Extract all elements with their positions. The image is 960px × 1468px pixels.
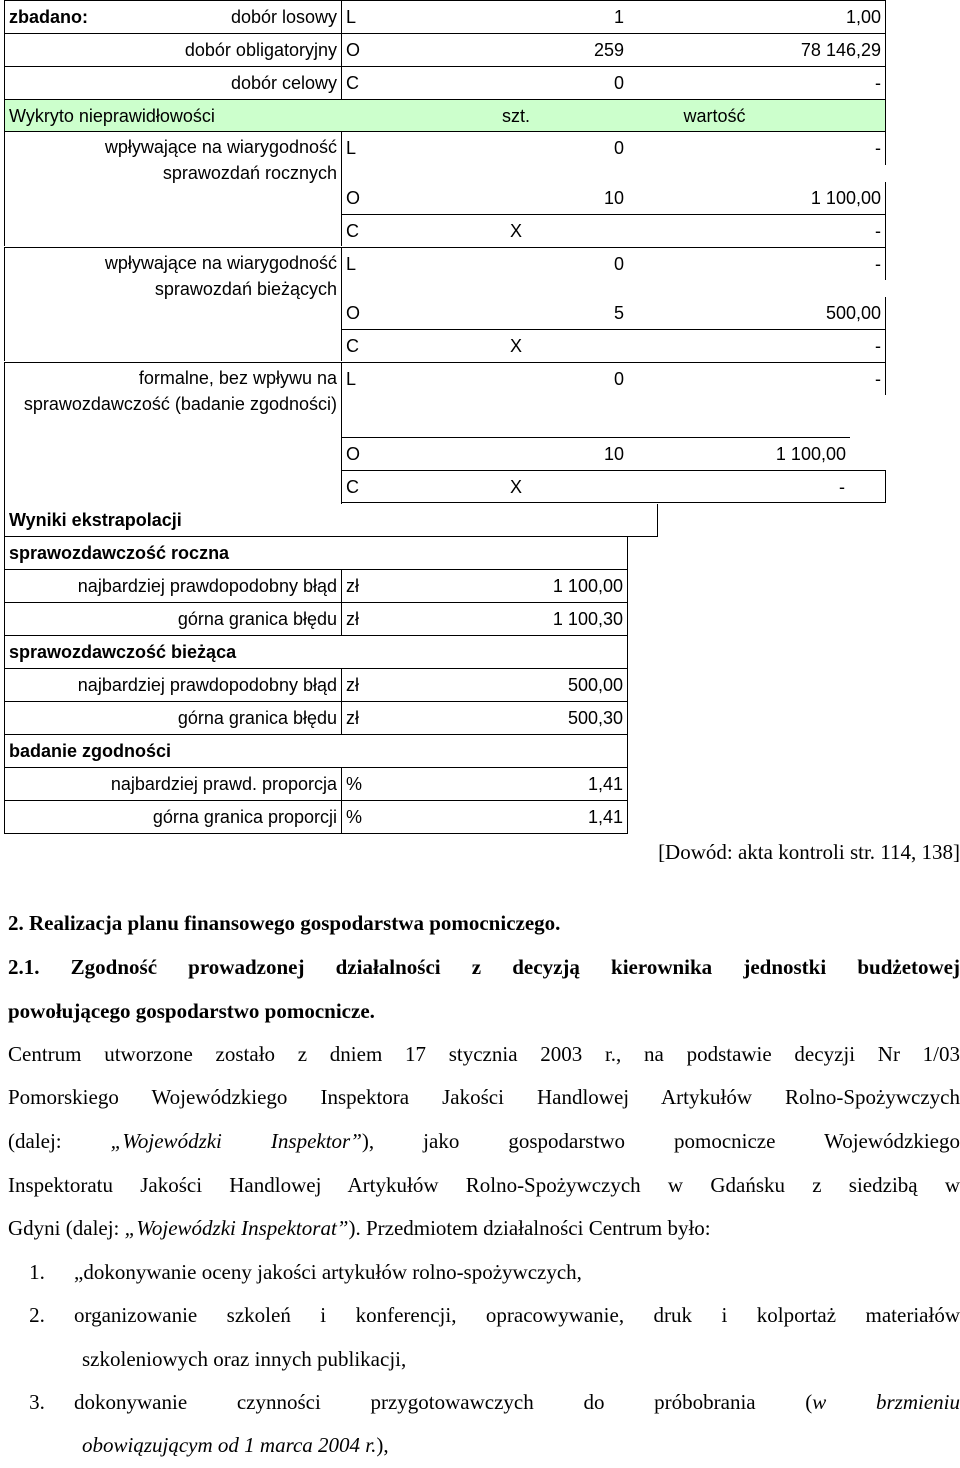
found-row [342,362,886,395]
value-cell: - [628,329,886,362]
count-cell: 0 [502,362,628,395]
paragraph-text: ). Przedmiotem działalności Centrum było: [348,1216,711,1240]
x-cell: X [502,470,628,503]
value-cell: - [628,132,886,165]
extrapolation-section [4,735,628,768]
extrap-unit: % [342,801,502,834]
extrap-unit: % [342,768,502,801]
subsection-heading-line1: 2.1. Zgodność prowadzonej działalności z decyzją kierownika jednostki budżetowej [8,955,960,979]
list-item [8,1294,960,1338]
value-cell: 1 100,00 [628,182,886,215]
extrapolation-title: Wyniki ekstrapolacji [4,504,658,537]
count-cell: 0 [613,138,624,158]
extrap-unit: zł [342,570,502,603]
extrap-label: górna granica błędu [4,603,342,636]
list-text: „dokonywanie oceny jakości artykułów rolno-spożywczych, [74,1260,582,1284]
found-group [4,132,342,246]
list-text-italic: w brzmieniu [812,1390,960,1414]
sample-code: C [342,66,502,99]
sample-value: 1,00 [628,0,886,33]
extrap-label: górna granica błędu [4,702,342,735]
found-row [342,437,850,470]
list-item-continuation [82,1424,960,1468]
extrapolation-header [4,504,658,537]
extrap-value: 1,41 [502,768,628,801]
extrapolation-row [4,669,628,702]
paragraph-text: Gdyni (dalej: [8,1216,125,1240]
extrapolation-row [4,801,628,834]
code-cell: C [342,470,502,503]
list-item [8,1251,960,1295]
sample-count: 259 [502,33,628,66]
extrap-value: 500,30 [502,702,628,735]
extrapolation-section [4,537,628,570]
paragraph-text: ), jako gospodarstwo pomocnicze Wojewódzkiego [361,1129,960,1153]
extrap-value: 1 100,30 [502,603,628,636]
sample-heading: zbadano: [4,0,74,33]
extrap-unit: zł [342,603,502,636]
group-label: wpływające na wiarygodność sprawozdań rocznych [4,132,342,246]
count-cell: 5 [613,303,624,323]
code-cell: C [342,214,502,247]
found-row [342,214,886,247]
extrap-label: najbardziej prawd. proporcja [4,768,342,801]
count-cell: 0 [502,247,628,280]
code-cell: O [346,188,361,208]
found-title: Wykryto nieprawidłowości [4,99,342,132]
group-label: wpływające na wiarygodność sprawozdań bieżących [4,247,342,361]
list-text-italic: obowiązującym od 1 marca 2004 r. [82,1433,377,1457]
found-row [342,182,886,215]
list-text-part: ), [376,1433,389,1457]
sample-code: L [342,0,502,33]
list-number: 3. [29,1390,45,1414]
paragraph-line [8,1120,960,1164]
list-item [8,1381,960,1425]
sample-label: dobór celowy [4,66,342,99]
x-cell: X [502,214,628,247]
paragraph-line [8,1207,960,1251]
list-item-continuation: szkoleniowych oraz innych publikacji, [82,1347,407,1371]
value-cell: 1 100,00 [628,437,850,470]
value-cell: - [628,362,886,395]
sample-row [4,0,886,33]
x-cell: X [502,329,628,362]
found-row [342,297,886,330]
evidence-note: [Dowód: akta kontroli str. 114, 138] [658,840,960,864]
count-cell: 10 [502,437,628,470]
extrap-unit: zł [342,669,502,702]
code-cell: O [346,303,361,323]
paragraph-italic: „Wojewódzki Inspektorat” [124,1216,349,1240]
section-title: badanie zgodności [4,735,628,768]
list-text [74,1381,960,1425]
extrapolation-row [4,702,628,735]
paragraph-line: Centrum utworzone zostało z dniem 17 stycznia 2003 r., na podstawie decyzji Nr 1/03 [8,1042,960,1066]
extrap-label: najbardziej prawdopodobny błąd [4,570,342,603]
sample-code: O [342,33,502,66]
value-cell: - [628,214,886,247]
sample-value: - [628,66,886,99]
paragraph-italic: „Wojewódzki Inspektor” [110,1129,362,1153]
col-value-header: wartość [524,99,886,132]
extrap-label: górna granica proporcji [4,801,342,834]
value-cell: - [628,247,886,280]
paragraph-line: Pomorskiego Wojewódzkiego Inspektora Jakości Handlowej Artykułów Rolno-Spożywczych [8,1085,960,1109]
code-cell: O [342,437,502,470]
group-label: formalne, bez wpływu na sprawozdawczość (badanie zgodności) [4,362,342,504]
list-text: organizowanie szkoleń i konferencji, opracowywanie, druk i kolportaż materiałów [74,1303,960,1327]
section-title: sprawozdawczość roczna [4,537,628,570]
sample-count: 1 [502,0,628,33]
list-number: 2. [29,1303,45,1327]
subsection-heading-line2: powołującego gospodarstwo pomocnicze. [8,999,375,1023]
value-cell: - [628,470,886,503]
extrapolation-section [4,636,628,669]
sample-value: 78 146,29 [628,33,886,66]
found-group [4,247,342,361]
section-heading: 2. Realizacja planu finansowego gospodarstwa pomocniczego. [8,911,561,935]
section-title: sprawozdawczość bieżąca [4,636,628,669]
extrapolation-row [4,768,628,801]
found-header [4,99,886,132]
extrap-unit: zł [342,702,502,735]
sample-row [4,66,886,99]
found-row [342,247,886,280]
sample-label: dobór obligatoryjny [4,33,342,66]
code-cell: L [342,362,502,395]
found-group [4,362,342,504]
code-cell: L [346,138,357,158]
code-cell: L [342,247,502,280]
sample-count: 0 [502,66,628,99]
list-text-part: dokonywanie czynności przygotowawczych do próbobrania ( [74,1390,813,1414]
count-cell: 10 [603,188,624,208]
found-row [342,470,886,503]
extrap-value: 1 100,00 [502,570,628,603]
extrapolation-row [4,570,628,603]
col-count-header: szt. [502,99,524,132]
paragraph-text: (dalej: [8,1129,111,1153]
paragraph-line: Inspektoratu Jakości Handlowej Artykułów Rolno-Spożywczych w Gdańsku z siedzibą w [8,1173,960,1197]
extrap-value: 500,00 [502,669,628,702]
extrap-label: najbardziej prawdopodobny błąd [4,669,342,702]
found-row [342,132,886,165]
sample-row [4,33,886,66]
list-number: 1. [29,1260,45,1284]
extrapolation-row [4,603,628,636]
value-cell: 500,00 [628,297,886,330]
sample-label: dobór losowy [74,0,342,33]
extrap-value: 1,41 [502,801,628,834]
code-cell: C [342,329,502,362]
found-row [342,329,886,362]
